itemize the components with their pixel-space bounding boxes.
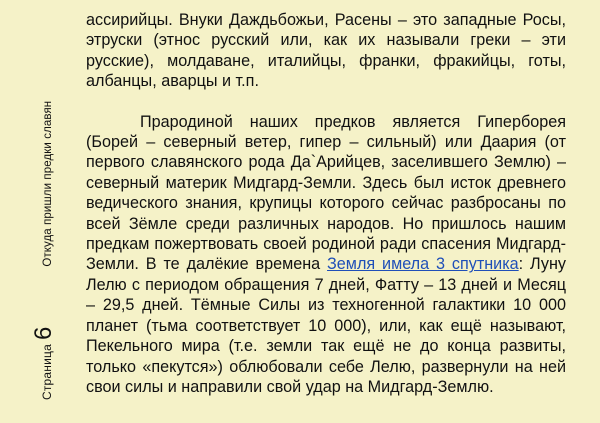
- page-sidebar: [0, 0, 60, 423]
- paragraph-2: [86, 112, 566, 398]
- paragraph-1: ассирийцы. Внуки Даждьбожьи, Расены – это западные Росы, этруски (этнос русский или, как их называли греки – эти русские), молдаване, италийцы, франки, фракийцы, готы, албанцы, аварцы и т.п.: [86, 11, 566, 91]
- chapter-title: Откуда пришли предки славян: [42, 100, 54, 267]
- page-number: 6: [30, 326, 57, 340]
- sidebar-rotated-label: [30, 101, 58, 400]
- moons-link[interactable]: Земля имела 3 спутника: [327, 255, 519, 274]
- paragraph-2-end: : Луну Лелю с периодом обращения 7 дней, Фатту – 13 дней и Месяц – 29,5 дней. Тёмные Силы из техногенной галактики 10 000 планет (тьма соответствует 10 000), или, как ещё называют, Пекельного мира (т.е. земли так ещё не до конца развиты, только «пекутся») облюбовали себе Лелю, развернули на ней свои силы и направили свой удар на Мидгард-Землю.: [86, 255, 566, 396]
- paragraph-2-start: Прародиной наших предков является Гиперборея (Борей – северный ветер, гипер – сильный) или Даария (от первого славянского рода Да`Арийцев, заселившего Землю) – северный материк Мидгард-Земли. Здесь был исток древнего ведического знания, крупицы которого сейчас разбросаны по всей Зёмле среди различных народов. Но пришлось нашим предкам пожертвовать своей родиной ради спасения Мидгард-Земли. В те далёкие времена: [86, 112, 566, 274]
- body-text: [86, 10, 566, 397]
- page-label: Страница: [40, 344, 54, 400]
